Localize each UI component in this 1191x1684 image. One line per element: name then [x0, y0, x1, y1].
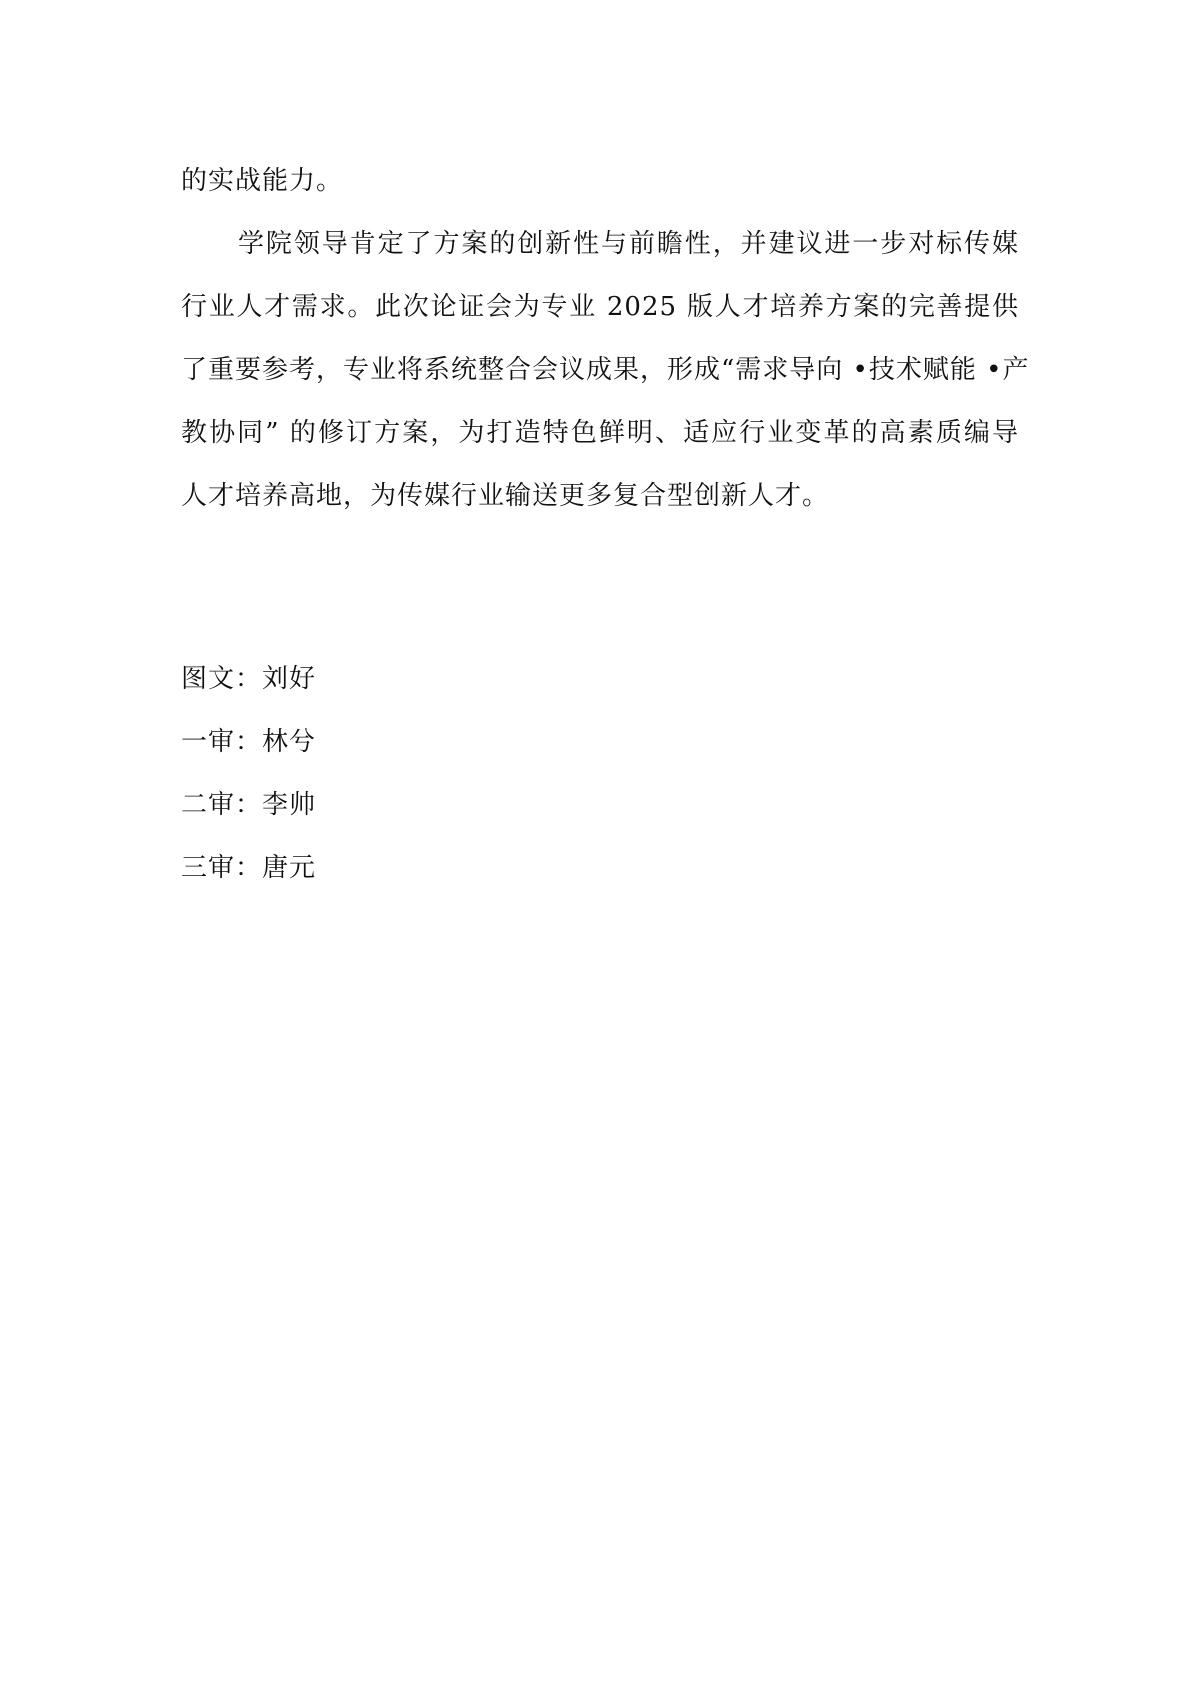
credit-first-review [181, 711, 581, 774]
credit-writer [181, 648, 581, 711]
paragraph-line: 学院领导肯定了方案的创新性与前瞻性，并建议进一步对标传媒 [238, 229, 1019, 259]
paragraph-line: 了重要参考，专业将系统整合会议成果，形成“需求导向 •技术赋能 •产 [181, 355, 1030, 385]
credit-label: 三审： [181, 853, 263, 883]
credit-name: 刘好 [262, 664, 317, 694]
paragraph-line: 人才培养高地，为传媒行业输送更多复合型创新人才。 [181, 481, 830, 511]
credits-block [181, 648, 581, 900]
paragraph-line: 行业人才需求。此次论证会为专业 2025 版人才培养方案的完善提供 [181, 292, 1019, 322]
article-body [181, 150, 1030, 528]
credit-second-review [181, 774, 581, 837]
credit-label: 二审： [181, 790, 263, 820]
credit-third-review [181, 837, 581, 900]
credit-name: 唐元 [262, 853, 317, 883]
paragraph-line: 教协同” 的修订方案，为打造特色鲜明、适应行业变革的高素质编导 [181, 418, 1019, 448]
credit-name: 李帅 [262, 790, 317, 820]
credit-label: 图文： [181, 664, 263, 694]
paragraph-leadership-comments [181, 213, 1030, 528]
credit-label: 一审： [181, 727, 263, 757]
paragraph-carryover-line: 的实战能力。 [181, 166, 344, 196]
credit-name: 林兮 [262, 727, 317, 757]
